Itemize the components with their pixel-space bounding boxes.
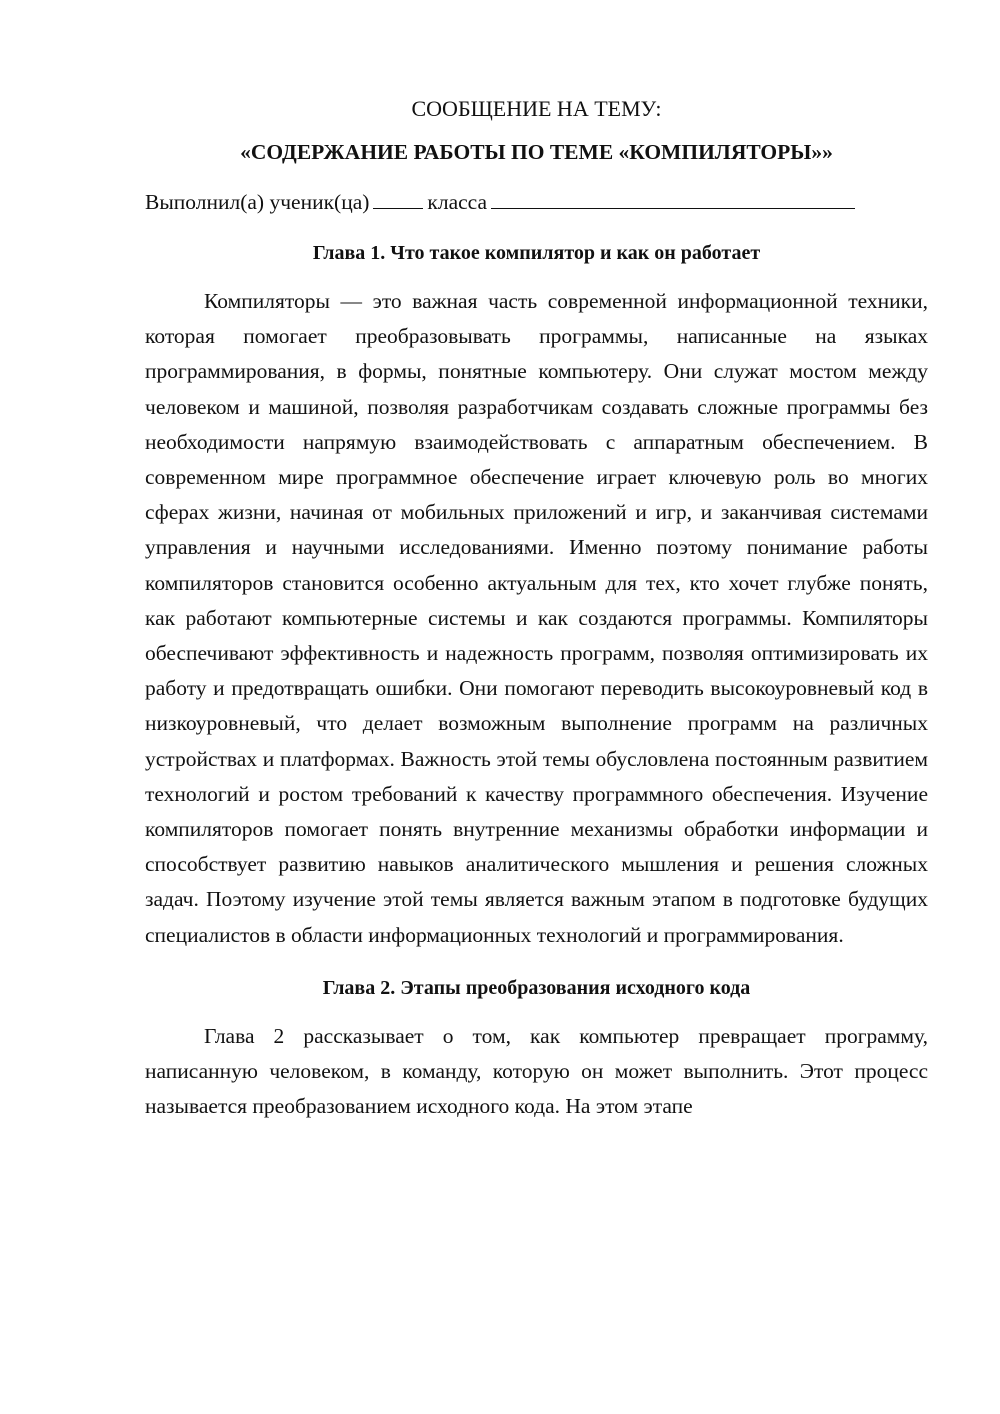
document-title-line-2: «СОДЕРЖАНИЕ РАБОТЫ ПО ТЕМЕ «КОМПИЛЯТОРЫ»» — [240, 140, 833, 164]
document-page — [145, 92, 928, 1142]
author-class-label: класса — [427, 190, 488, 214]
chapter-2-heading: Глава 2. Этапы преобразования исходного кода — [322, 976, 751, 999]
chapter-1-heading: Глава 1. Что такое компилятор и как он работает — [312, 242, 761, 264]
student-name-blank — [491, 186, 855, 209]
class-number-blank — [373, 186, 423, 209]
author-line — [145, 185, 928, 219]
chapter-1-paragraph: Компиляторы — это важная часть современной информационной техники, которая помогает преобразовывать программы, написанные на языках программирования, в формы, понятные компьютеру. Они служат мостом между человеком и машиной, позволяя разработчикам создавать сложные программы без необходимости напрямую взаимодействовать с аппаратным обеспечением. В современном мире программное обеспечение играет ключевую роль во многих сферах жизни, начиная от мобильных приложений и игр, и заканчивая системами управления и научными исследованиями. Именно поэтому понимание работы компиляторов становится особенно актуальным для тех, кто хочет глубже понять, как работают компьютерные системы и как создаются программы. Компиляторы обеспечивают эффективность и надежность программ, позволяя оптимизировать их работу и предотвращать ошибки. Они помогают переводить высокоуровневый код в низкоуровневый, что делает возможным выполнение программ на различных устройствах и платформах. Важность этой темы обусловлена постоянным развитием технологий и ростом требований к качеству программного обеспечения. Изучение компиляторов помогает понять внутренние механизмы обработки информации и способствует развитию навыков аналитического мышления и решения сложных задач. Поэтому изучение этой темы является важным этапом в подготовке будущих специалистов в области информационных технологий и программирования. — [145, 289, 928, 947]
document-title-line-1: СООБЩЕНИЕ НА ТЕМУ: — [411, 96, 662, 121]
author-prefix: Выполнил(а) ученик(ца) — [145, 190, 370, 214]
chapter-2-paragraph: Глава 2 рассказывает о том, как компьютер превращает программу, написанную человеком, в команду, которую он может выполнить. Этот процесс называется преобразованием исходного кода. На этом этапе — [145, 1023, 928, 1119]
